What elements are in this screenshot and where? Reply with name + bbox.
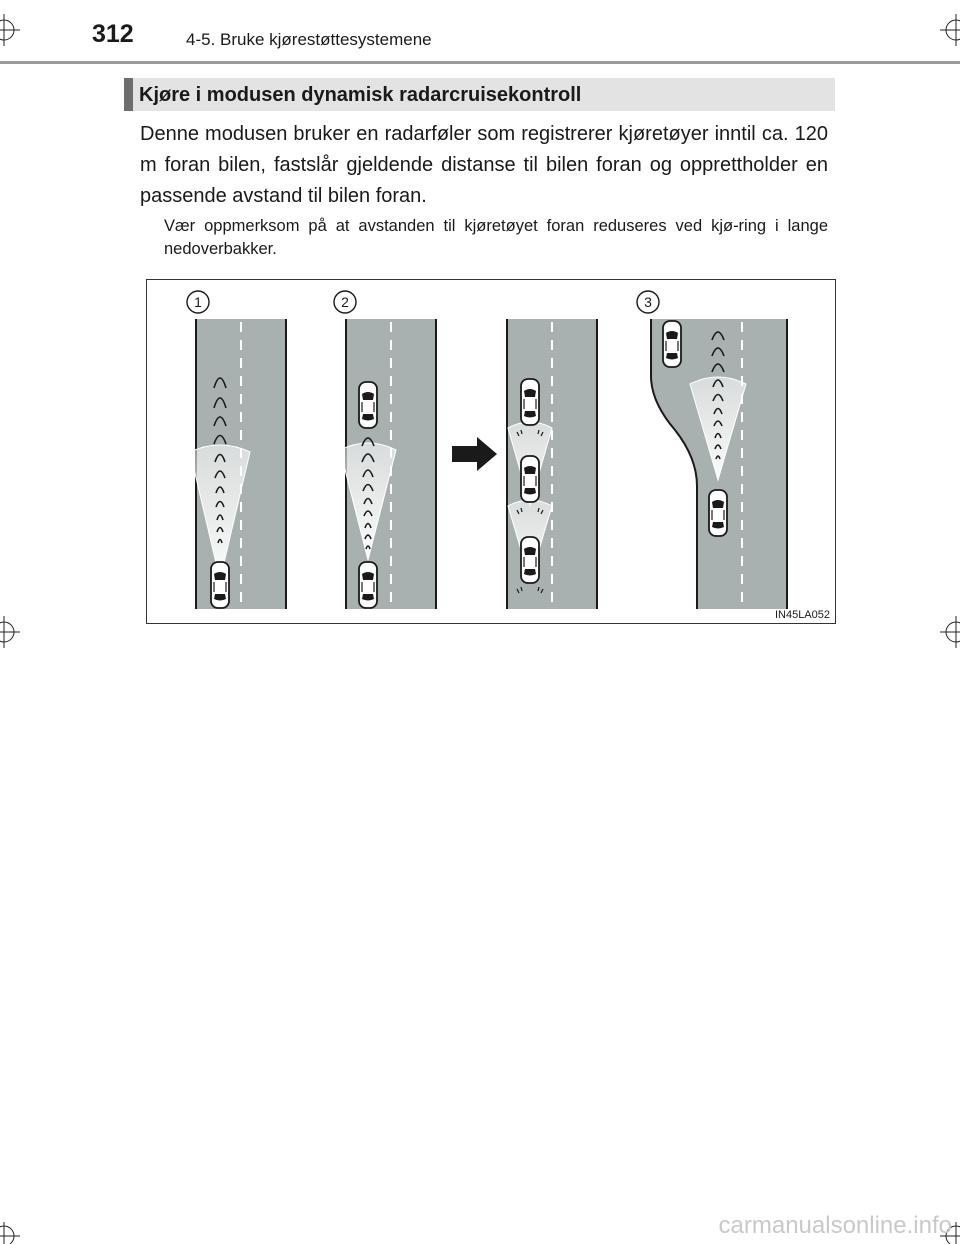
registration-mark-mid-right [932, 612, 960, 652]
header-rule [0, 61, 960, 64]
registration-mark-top-right [932, 10, 960, 50]
registration-mark-mid-left [0, 612, 28, 652]
section-title: Kjøre i modusen dynamisk radarcruisekontroll [139, 84, 582, 106]
step-label-3 [637, 291, 659, 313]
radar-cruise-illustration [146, 279, 836, 624]
registration-mark-bottom-left [0, 1216, 28, 1244]
illustration-canvas [147, 280, 835, 623]
road-scene-2 [340, 319, 436, 609]
page-number: 312 [92, 20, 134, 48]
road-scene-3 [507, 319, 597, 609]
step-label-3-text: 3 [644, 294, 652, 310]
registration-mark-top-left [0, 10, 28, 50]
transition-arrow [452, 437, 497, 471]
road-scene-merge [651, 319, 787, 609]
step-label-1-text: 1 [194, 294, 202, 310]
step-label-1 [187, 291, 209, 313]
watermark: carmanualsonline.info [718, 1212, 952, 1239]
section-heading-accent [124, 78, 133, 111]
running-head: 4-5. Bruke kjørestøttesystemene [186, 30, 432, 49]
figure-code: IN45LA052 [774, 609, 830, 621]
step-label-2 [334, 291, 356, 313]
section-heading-bar [124, 78, 835, 111]
step-label-2-text: 2 [341, 294, 349, 310]
road-scene-1 [190, 319, 286, 609]
body-paragraph: Denne modusen bruker en radarføler som registrerer kjøretøyer inntil ca. 120 m foran bilen, fastslår gjeldende distanse til bilen foran og opprettholder en passende avstand til bilen foran. [140, 123, 828, 207]
note-paragraph: Vær oppmerksom på at avstanden til kjøretøyet foran reduseres ved kjø-ring i lange nedoverbakker. [164, 217, 828, 258]
